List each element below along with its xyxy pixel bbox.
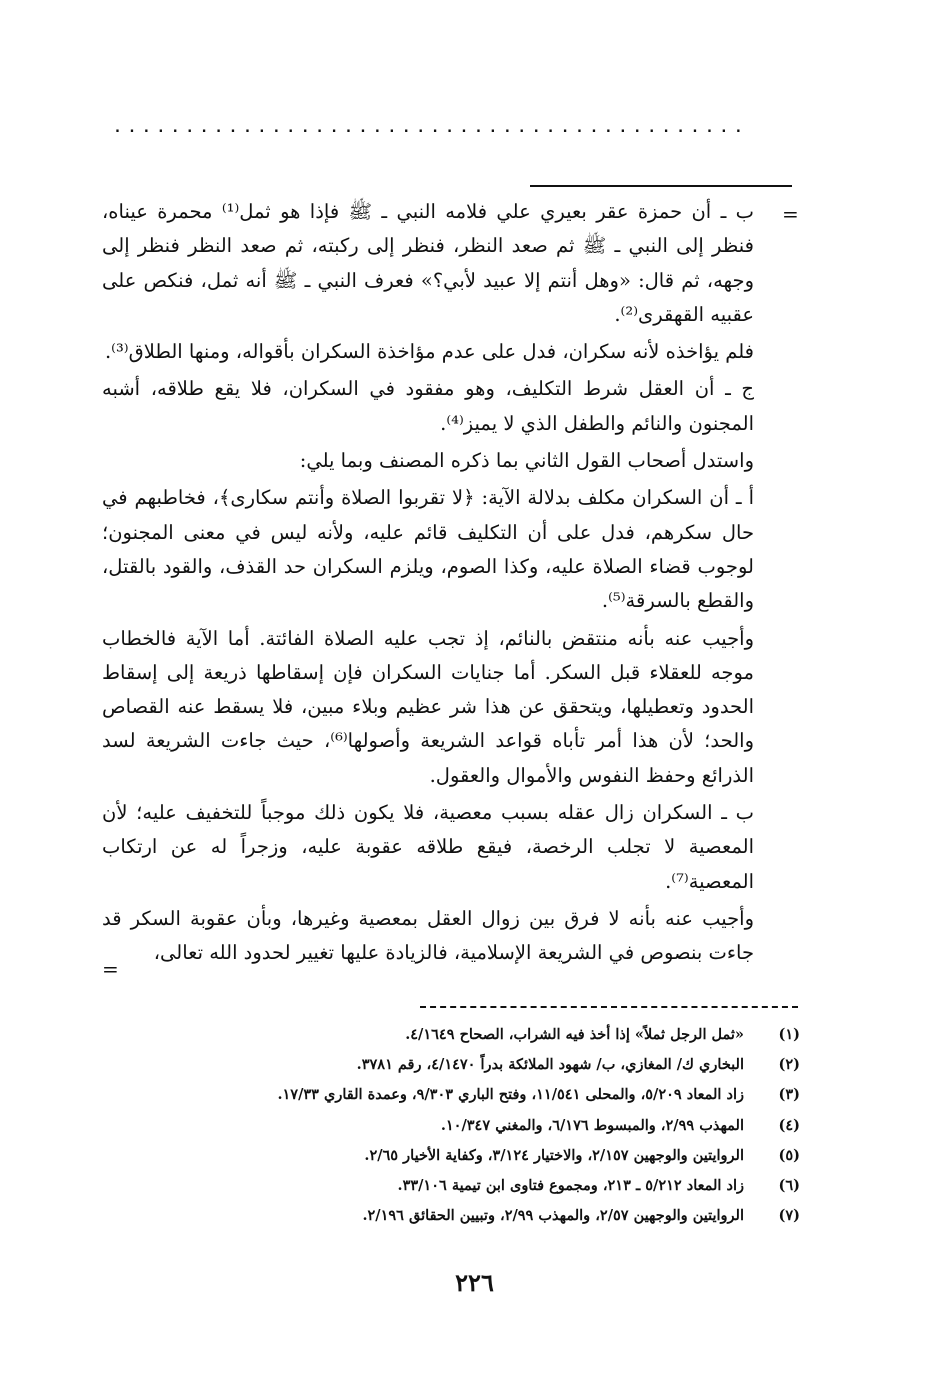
paragraph: وأجيب عنه بأنه منتقض بالنائم، إذ تجب عليه الصلاة الفائتة. أما الآية فالخطاب موجه للعقلاء قبل السكر. أما جنايات السكران فإن إسقاطها ذريعة إلى إسقاط الحدود وتعطيلها، ويتحقق عن هذا شر عظيم وبلاء مبين، فلا يسقط عنه القصاص والحد؛ لأن هذا أمر تأباه قواعد الشريعة وأصولها⁽⁶⁾، حيث جاءت الشريعة لسد الذرائع وحفظ النفوس والأموال والعقول. [102,626,754,787]
footnote [110,1020,800,1050]
continuation-mark-bottom: = [102,957,119,981]
footnote-number: (٥) [778,1146,800,1164]
footnote-separator [420,1006,798,1008]
footnote-text: الروايتين والوجهين ٢/١٥٧، والاختيار ٣/١٢٤، وكفاية الأخيار ٢/٦٥. [364,1146,744,1164]
paragraph: ب ـ السكران زال عقله بسبب معصية، فلا يكون ذلك موجباً للتخفيف عليه؛ لأن المعصية لا تجلب الرخصة، فيقع طلاقه عقوبة عليه، وزجراً له عن ارتكاب المعصية⁽⁷⁾. [102,801,754,893]
footnote-text: «ثمل الرجل ثملاً» إذا أخذ فيه الشراب، الصحاح ٤/١٦٤٩. [405,1026,744,1043]
footnote-text: الروايتين والوجهين ٢/٥٧، والمهذب ٢/٩٩، وتبيين الحقائق ٢/١٩٦. [362,1207,744,1225]
paragraph: وأجيب عنه بأنه لا فرق بين زوال العقل بمعصية وغيرها، وبأن عقوبة السكر قد جاءت بنصوص في الشريعة الإسلامية، فالزيادة عليها تغيير لحدود الله تعالى، [102,906,754,965]
footnote [110,1080,800,1110]
paragraph: أ ـ أن السكران مكلف بدلالة الآية: ﴿لا تقربوا الصلاة وأنتم سكارى﴾، فخاطبهم في حال سكرهم، فدل على أن التكليف قائم عليه، ولأنه ليس في معنى المجنون؛ لوجوب قضاء الصلاة عليه، وكذا الصوم، ويلزم السكران حد القذف، والقود بالقتل، والقطع بالسرقة⁽⁵⁾. [102,486,754,613]
paragraph: فلم يؤاخذه لأنه سكران، فدل على عدم مؤاخذة السكران بأقواله، ومنها الطلاق⁽³⁾. [104,340,754,364]
footnote [110,1171,800,1201]
paragraph: ب ـ أن حمزة عقر بعيري علي فلامه النبي ـ ﷺ فإذا هو ثمل⁽¹⁾ محمرة عيناه، فنظر إلى النبي ـ ﷺ ثم صعد النظر، فنظر إلى ركبته، ثم صعد النظر فنظر إلى وجهه، ثم قال: «وهل أنتم إلا عبيد لأبي؟» فعرف النبي ـ ﷺ أنه ثمل، فنكص على عقبيه القهقرى⁽²⁾. [102,200,754,326]
paragraph: واستدل أصحاب القول الثاني بما ذكره المصنف وبما يلي: [299,449,754,473]
footnotes [110,1020,800,1231]
footnote [110,1111,800,1141]
body-text [102,195,754,974]
footnote [110,1201,800,1231]
footnote-number: (٢) [778,1056,800,1074]
footnote-number: (٦) [778,1177,800,1195]
footnote-text: البخاري ك/ المغازي، ب/ شهود الملائكة بدراً ٤/١٤٧٠، رقم ٣٧٨١. [356,1056,744,1074]
footnote-number: (٤) [778,1116,800,1134]
footnote-text: زاد المعاد ٥/٢٠٩، والمحلى ١١/٥٤١، وفتح الباري ٩/٣٠٣، وعمدة القاري ١٧/٣٣. [277,1086,744,1104]
footnote-number: (٧) [778,1207,800,1225]
header-dot-rule: ............................................ [115,122,751,136]
continuation-mark-top: = [782,202,799,226]
footnote-text: زاد المعاد ٥/٢١٢ ـ ٢١٣، ومجموع فتاوى ابن تيمية ٣٣/١٠٦. [397,1177,744,1195]
footnote-number: (٣) [778,1086,800,1104]
page-number: ٢٢٦ [455,1268,494,1297]
paragraph: ج ـ أن العقل شرط التكليف، وهو مفقود في السكران، فلا يقع طلاقه، أشبه المجنون والنائم والطفل الذي لا يميز⁽⁴⁾. [102,377,754,435]
top-rule [530,185,792,187]
footnote-text: المهذب ٢/٩٩، والمبسوط ٦/١٧٦، والمغني ١٠/٣٤٧. [440,1116,744,1134]
footnote-number: (١) [778,1026,800,1043]
footnote [110,1050,800,1080]
footnote [110,1141,800,1171]
